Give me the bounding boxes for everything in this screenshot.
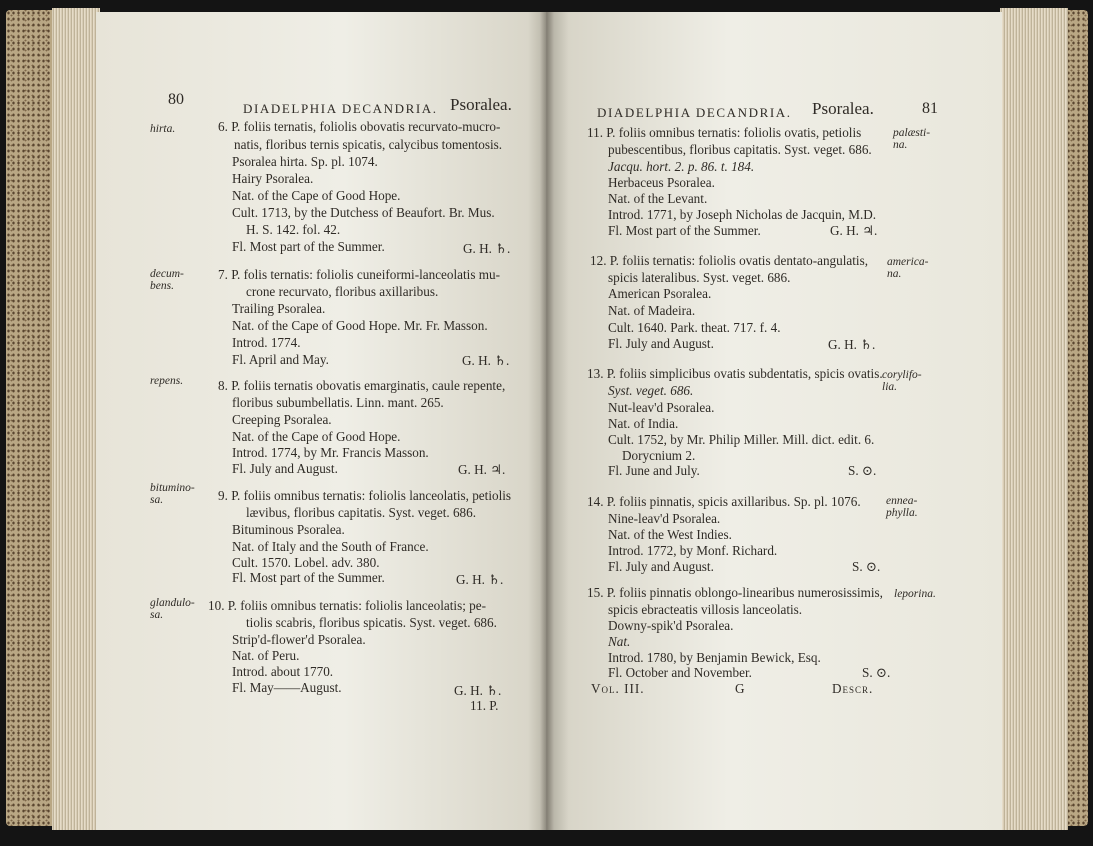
entry-line: Strip'd-flower'd Psoralea. bbox=[232, 632, 366, 647]
entry-line: Downy-spik'd Psoralea. bbox=[608, 618, 734, 633]
genus-head: Psoralea. bbox=[450, 95, 512, 114]
page-number: 80 bbox=[168, 91, 184, 108]
entry-line: Introd. 1774. bbox=[232, 335, 301, 350]
entry-line: natis, floribus ternis spicatis, calycibus tomentosis. bbox=[234, 137, 503, 152]
right-cover-board bbox=[1066, 10, 1088, 826]
entry-line: lævibus, floribus capitatis. Syst. veget. 686. bbox=[246, 505, 477, 520]
entry-line: Dorycnium 2. bbox=[622, 448, 696, 463]
left-cover-board bbox=[6, 10, 58, 826]
margin-species-name: bens. bbox=[150, 280, 174, 292]
habitat-sign: G. H. ♃. bbox=[830, 223, 878, 238]
entry-line: Creeping Psoralea. bbox=[232, 412, 332, 427]
entry-line: 15. P. foliis pinnatis oblongo-linearibus numerosissimis, bbox=[587, 585, 883, 600]
entry-line: Cult. 1713, by the Dutchess of Beaufort. Br. Mus. bbox=[232, 205, 495, 220]
habitat-sign: G. H. ♃. bbox=[458, 462, 506, 477]
entry-line: Nat. of the Cape of Good Hope. bbox=[232, 188, 401, 203]
entry-line: Introd. 1780, by Benjamin Bewick, Esq. bbox=[608, 650, 821, 665]
entry-line: tiolis scabris, floribus spicatis. Syst. veget. 686. bbox=[246, 615, 497, 630]
margin-species-name: corylifo- bbox=[882, 369, 922, 381]
entry-line: Nat. of Madeira. bbox=[608, 303, 696, 318]
margin-species-name: glandulo- bbox=[150, 597, 195, 609]
entry-line: 13. P. foliis simplicibus ovatis subdentatis, spicis ovatis. bbox=[587, 366, 883, 381]
margin-species-name: sa. bbox=[150, 494, 164, 506]
entry-line: Fl. Most part of the Summer. bbox=[608, 223, 761, 238]
entry-line: Fl. July and August. bbox=[608, 559, 714, 574]
entry-line: 11. P. foliis omnibus ternatis: foliolis ovatis, petiolis bbox=[587, 125, 862, 140]
margin-species-name: lia. bbox=[882, 381, 898, 393]
entry-line: Nat. of India. bbox=[608, 416, 679, 431]
entry-line: Nut-leav'd Psoralea. bbox=[608, 400, 715, 415]
margin-species-name: ennea- bbox=[886, 495, 918, 507]
habitat-sign: G. H. ♄. bbox=[462, 353, 510, 368]
entry-line: Hairy Psoralea. bbox=[232, 171, 314, 186]
volume-label: Vol. III. bbox=[591, 681, 645, 696]
left-page-edges bbox=[52, 8, 100, 830]
margin-species-name: palæsti- bbox=[893, 127, 931, 139]
habitat-sign: G. H. ♄. bbox=[454, 683, 502, 698]
entry-line: Fl. April and May. bbox=[232, 352, 329, 367]
habitat-sign: G. H. ♄. bbox=[456, 572, 504, 587]
habitat-sign: S. ⊙. bbox=[852, 559, 881, 574]
entry-line: Nat. bbox=[608, 634, 631, 649]
entry-line: Fl. October and November. bbox=[608, 665, 752, 680]
entry-line: H. S. 142. fol. 42. bbox=[246, 222, 341, 237]
entry-line: American Psoralea. bbox=[608, 286, 712, 301]
genus-head: Psoralea. bbox=[812, 99, 874, 118]
margin-species-name: leporina. bbox=[894, 588, 936, 600]
catchword: Descr. bbox=[832, 681, 874, 696]
habitat-sign: G. H. ♄. bbox=[463, 241, 511, 256]
entry-line: Nat. of Peru. bbox=[232, 648, 300, 663]
entry-line: Bituminous Psoralea. bbox=[232, 522, 345, 537]
running-head: DIADELPHIA DECANDRIA. bbox=[597, 105, 792, 120]
page-number: 81 bbox=[922, 100, 938, 117]
entry-line: Cult. 1570. Lobel. adv. 380. bbox=[232, 555, 380, 570]
entry-line: Fl. Most part of the Summer. bbox=[232, 239, 385, 254]
entry-line: Nat. of the Cape of Good Hope. bbox=[232, 429, 401, 444]
entry-line: Fl. June and July. bbox=[608, 463, 700, 478]
entry-line: Cult. 1752, by Mr. Philip Miller. Mill. dict. edit. 6. bbox=[608, 432, 875, 447]
margin-species-name: repens. bbox=[150, 375, 184, 387]
margin-species-name: phylla. bbox=[886, 507, 918, 519]
running-head: DIADELPHIA DECANDRIA. bbox=[243, 101, 438, 116]
margin-species-name: hirta. bbox=[150, 123, 176, 135]
margin-species-name: sa. bbox=[150, 609, 164, 621]
entry-line: Introd. 1772, by Monf. Richard. bbox=[608, 543, 778, 558]
margin-species-name: decum- bbox=[150, 268, 184, 280]
entry-line: spicis lateralibus. Syst. veget. 686. bbox=[608, 270, 791, 285]
margin-species-name: na. bbox=[893, 139, 908, 151]
entry-line: Jacqu. hort. 2. p. 86. t. 184. bbox=[608, 159, 755, 174]
habitat-sign: S. ⊙. bbox=[848, 463, 877, 478]
entry-line: Syst. veget. 686. bbox=[608, 383, 694, 398]
entry-line: Herbaceus Psoralea. bbox=[608, 175, 715, 190]
entry-line: 8. P. foliis ternatis obovatis emarginatis, caule repente, bbox=[218, 378, 506, 393]
entry-line: Introd. about 1770. bbox=[232, 664, 334, 679]
entry-line: Introd. 1774, by Mr. Francis Masson. bbox=[232, 445, 429, 460]
entry-line: Fl. July and August. bbox=[608, 336, 714, 351]
entry-line: Nat. of Italy and the South of France. bbox=[232, 539, 429, 554]
habitat-sign: S. ⊙. bbox=[862, 665, 891, 680]
margin-species-name: america- bbox=[887, 256, 929, 268]
entry-line: pubescentibus, floribus capitatis. Syst. veget. 686. bbox=[608, 142, 872, 157]
entry-line: Cult. 1640. Park. theat. 717. f. 4. bbox=[608, 320, 781, 335]
signature-mark: G bbox=[735, 681, 745, 696]
entry-line: Nat. of the Cape of Good Hope. Mr. Fr. Masson. bbox=[232, 318, 488, 333]
entry-line: Nine-leav'd Psoralea. bbox=[608, 511, 721, 526]
entry-line: Fl. July and August. bbox=[232, 461, 338, 476]
entry-line: Trailing Psoralea. bbox=[232, 301, 326, 316]
entry-line: 14. P. foliis pinnatis, spicis axillaribus. Sp. pl. 1076. bbox=[587, 494, 861, 509]
margin-species-name: na. bbox=[887, 268, 902, 280]
entry-line: Psoralea hirta. Sp. pl. 1074. bbox=[232, 154, 378, 169]
entry-line: Introd. 1771, by Joseph Nicholas de Jacquin, M.D. bbox=[608, 207, 877, 222]
entry-line: Fl. Most part of the Summer. bbox=[232, 570, 385, 585]
book-gutter bbox=[540, 12, 554, 830]
right-page-edges bbox=[1000, 8, 1068, 830]
catchword: 11. P. bbox=[470, 698, 499, 713]
entry-line: Nat. of the Levant. bbox=[608, 191, 708, 206]
entry-line: 6. P. foliis ternatis, foliolis obovatis recurvato-mucro- bbox=[218, 119, 501, 134]
entry-line: Fl. May——August. bbox=[232, 680, 342, 695]
entry-line: Nat. of the West Indies. bbox=[608, 527, 732, 542]
entry-line: 12. P. foliis ternatis: foliolis ovatis dentato-angulatis, bbox=[590, 253, 869, 268]
margin-species-name: bitumino- bbox=[150, 482, 195, 494]
entry-line: 7. P. folis ternatis: foliolis cuneiformi-lanceolatis mu- bbox=[218, 267, 501, 282]
entry-line: spicis ebracteatis villosis lanceolatis. bbox=[608, 602, 803, 617]
habitat-sign: G. H. ♄. bbox=[828, 337, 876, 352]
entry-line: 10. P. foliis omnibus ternatis: foliolis lanceolatis; pe- bbox=[208, 598, 487, 613]
entry-line: crone recurvato, floribus axillaribus. bbox=[246, 284, 439, 299]
entry-line: 9. P. foliis omnibus ternatis: foliolis lanceolatis, petiolis bbox=[218, 488, 512, 503]
entry-line: floribus subumbellatis. Linn. mant. 265. bbox=[232, 395, 444, 410]
